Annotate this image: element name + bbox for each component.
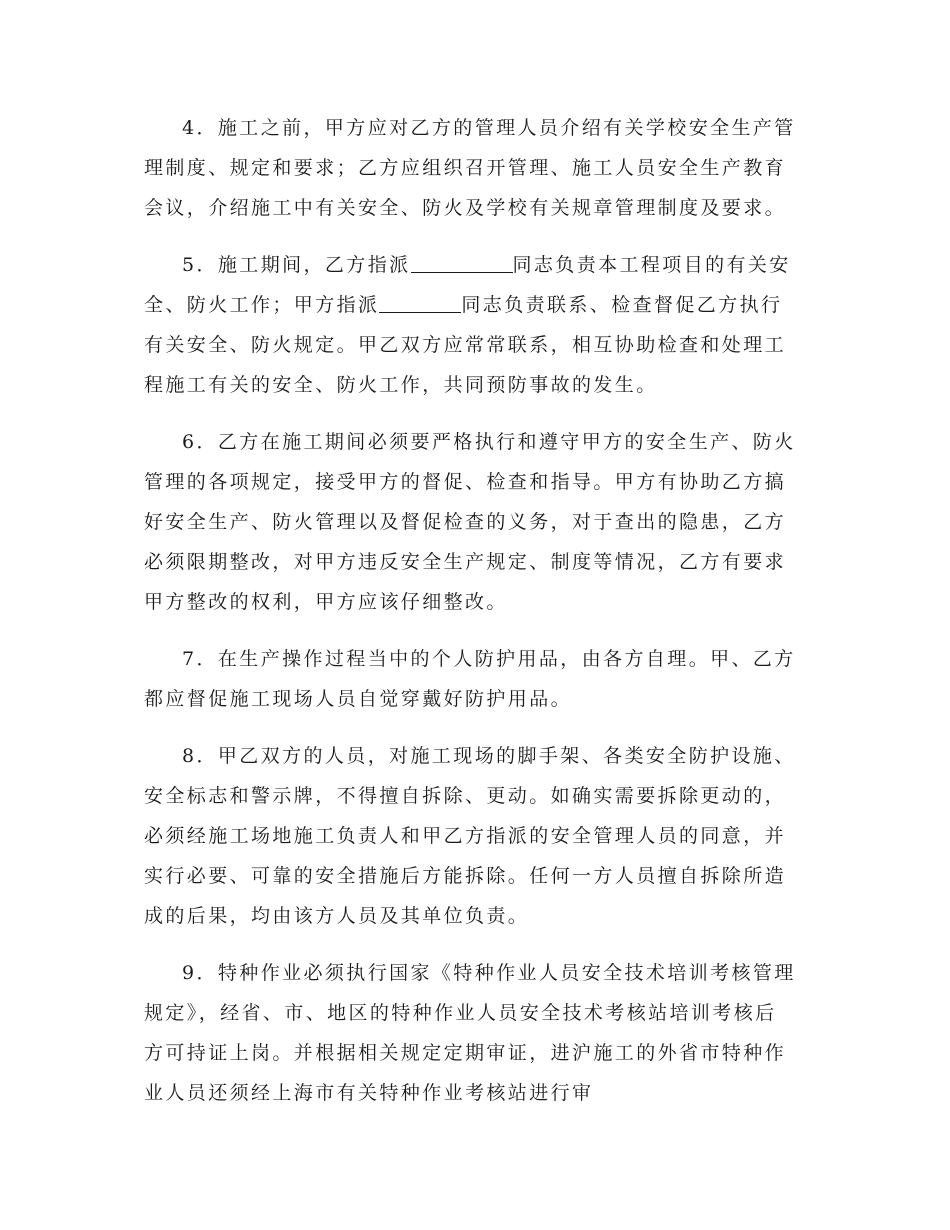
- clause-6-line-5: 甲方整改的权利，甲方应该仔细整改。: [144, 591, 508, 613]
- clause-5-line-4: 程施工有关的安全、防火工作，共同预防事故的发生。: [144, 374, 658, 396]
- clause-4-line-2: 理制度、规定和要求；乙方应组织召开管理、施工人员安全生产教育: [144, 157, 787, 179]
- contractor-assignee-blank[interactable]: [411, 250, 513, 273]
- clause-6-line-4: 必须限期整改，对甲方违反安全生产规定、制度等情况，乙方有要求: [144, 551, 787, 573]
- clause-8-line-1: 8．甲乙双方的人员，对施工现场的脚手架、各类安全防护设施、: [182, 745, 796, 767]
- clause-8-line-5: 成的后果，均由该方人员及其单位负责。: [144, 905, 530, 927]
- clause-9: [144, 953, 808, 1113]
- client-assignee-blank[interactable]: [379, 290, 461, 313]
- clause-9-line-1: 9．特种作业必须执行国家《特种作业人员安全技术培训考核管理: [182, 962, 796, 984]
- clause-9-line-4: 业人员还须经上海市有关特种作业考核站进行审: [144, 1082, 594, 1104]
- clause-6: [144, 422, 808, 622]
- clause-5-text-d: 同志负责联系、检查督促乙方执行: [461, 294, 783, 316]
- clause-5-text-c: 全、防火工作；甲方指派: [144, 294, 380, 316]
- clause-8-line-2: 安全标志和警示牌，不得擅自拆除、更动。如确实需要拆除更动的，: [144, 785, 787, 807]
- clause-5-line-1: [144, 245, 808, 285]
- clause-8-line-3: 必须经施工场地施工负责人和甲乙方指派的安全管理人员的同意，并: [144, 825, 787, 847]
- clause-4-line-1: 4．施工之前，甲方应对乙方的管理人员介绍有关学校安全生产管: [182, 117, 796, 139]
- clause-9-line-2: 规定》，经省、市、地区的特种作业人员安全技术考核站培训考核后: [144, 1002, 777, 1024]
- clause-6-line-1: 6．乙方在施工期间必须要严格执行和遵守甲方的安全生产、防火: [182, 431, 796, 453]
- clause-4-line-3: 会议，介绍施工中有关安全、防火及学校有关规章管理制度及要求。: [144, 197, 787, 219]
- clause-5: [144, 245, 808, 405]
- clause-5-line-3: 有关安全、防火规定。甲乙双方应常常联系，相互协助检查和处理工: [144, 334, 787, 356]
- document-body: [144, 108, 808, 1130]
- clause-5-line-2: [144, 285, 808, 325]
- clause-7-line-1: 7．在生产操作过程当中的个人防护用品，由各方自理。甲、乙方: [182, 648, 796, 670]
- clause-8-line-4: 实行必要、可靠的安全措施后方能拆除。任何一方人员擅自拆除所造: [144, 865, 787, 887]
- clause-7: [144, 639, 808, 719]
- clause-5-text-b: 同志负责本工程项目的有关安: [512, 254, 791, 276]
- clause-6-line-2: 管理的各项规定，接受甲方的督促、检查和指导。甲方有协助乙方搞: [144, 471, 787, 493]
- clause-4: [144, 108, 808, 228]
- clause-7-line-2: 都应督促施工现场人员自觉穿戴好防护用品。: [144, 688, 573, 710]
- clause-5-text-a: 5．施工期间，乙方指派: [182, 254, 411, 276]
- clause-9-line-3: 方可持证上岗。并根据相关规定定期审证，进沪施工的外省市特种作: [144, 1042, 787, 1064]
- clause-6-line-3: 好安全生产、防火管理以及督促检查的义务，对于查出的隐患，乙方: [144, 511, 787, 533]
- clause-8: [144, 736, 808, 936]
